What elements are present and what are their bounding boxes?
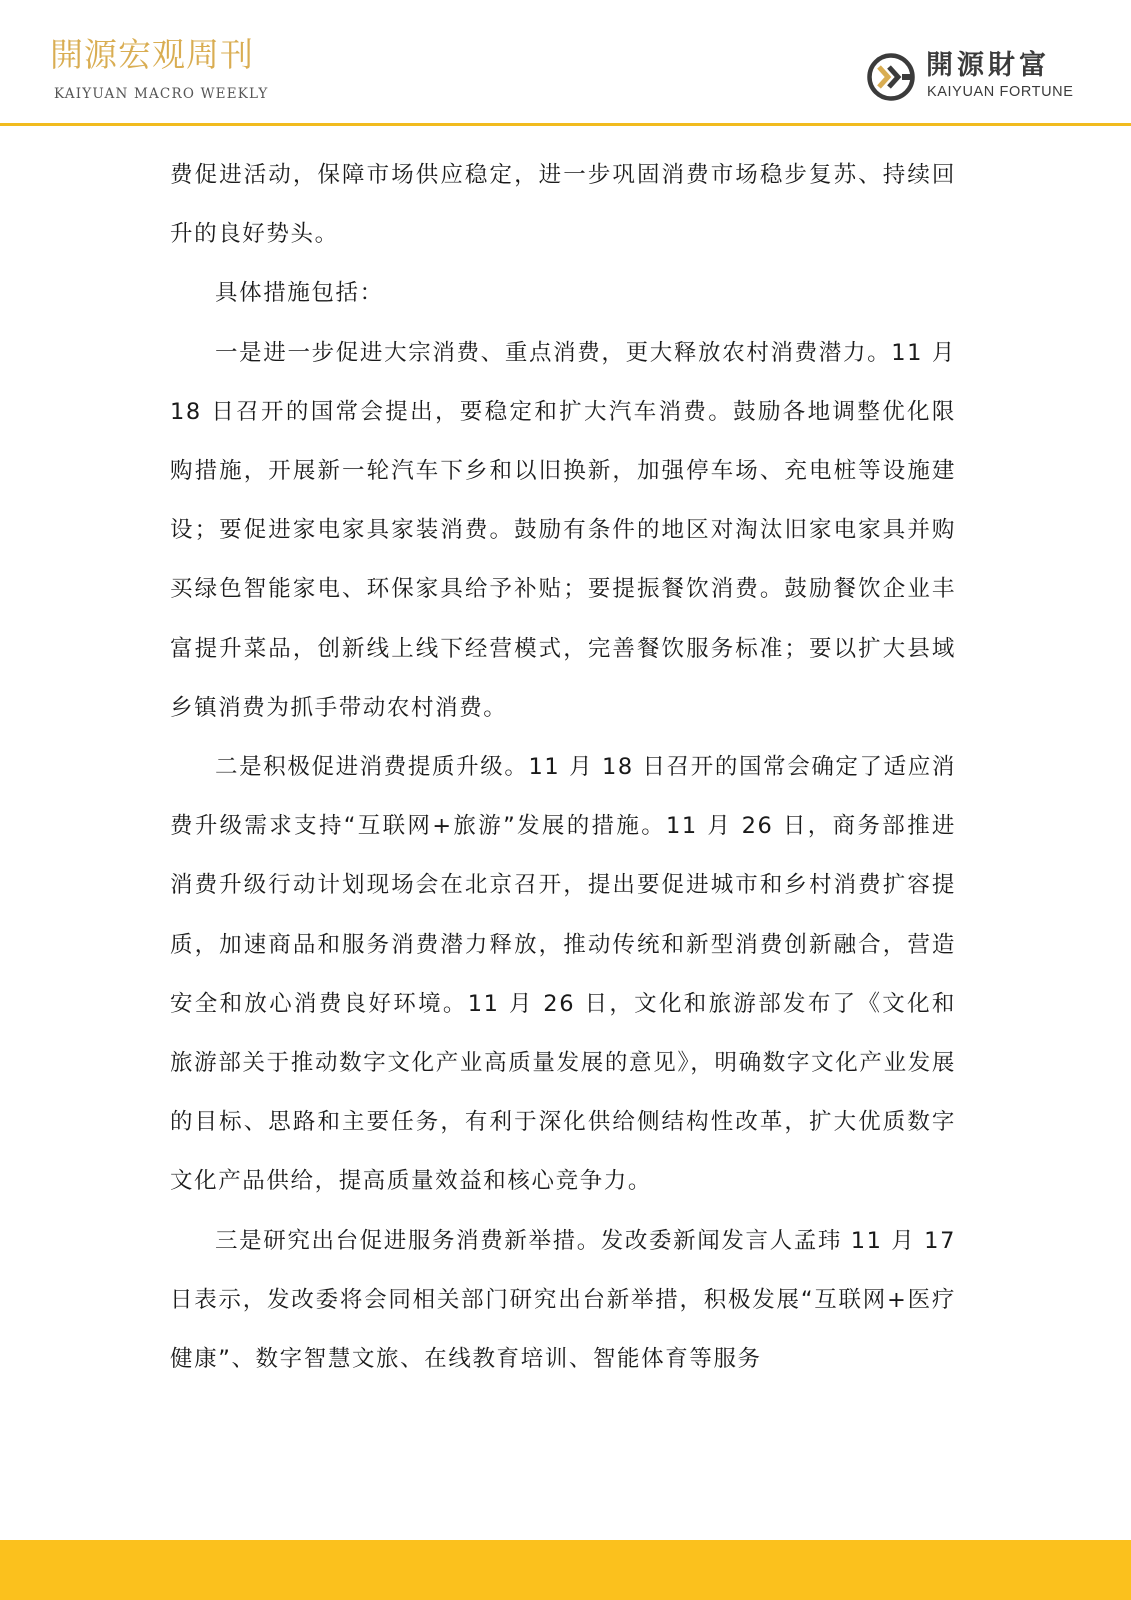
kaiyuan-logo-icon — [866, 52, 916, 102]
header-divider — [0, 123, 1131, 126]
publication-subtitle: KAIYUAN MACRO WEEKLY — [54, 86, 269, 102]
paragraph-measure-two: 二是积极促进消费提质升级。11 月 18 日召开的国常会确定了适应消费升级需求支持“互联网+旅游”发展的措施。11 月 26 日，商务部推进消费升级行动计划现场会在北京召开，提出要促进城市和乡村消费扩容提质，加速商品和服务消费潜力释放，推动传统和新型消费创新融合，营造安全和放心消费良好环境。11 月 26 日，文化和旅游部发布了《文化和旅游部关于推动数字文化产业高质量发展的意见》，明确数字文化产业发展的目标、思路和主要任务，有利于深化供给侧结构性改革，扩大优质数字文化产品供给，提高质量效益和核心竞争力。 — [170, 754, 956, 1195]
footer-bar — [0, 1540, 1131, 1600]
logo-english-text: KAIYUAN FORTUNE — [927, 84, 1074, 100]
paragraph-measure-one: 一是进一步促进大宗消费、重点消费，更大释放农村消费潜力。11 月 18 日召开的国常会提出，要稳定和扩大汽车消费。鼓励各地调整优化限购措施，开展新一轮汽车下乡和以旧换新，加强停车场、充电桩等设施建设；要促进家电家具家装消费。鼓励有条件的地区对淘汰旧家电家具并购买绿色智能家电、环保家具给予补贴；要提振餐饮消费。鼓励餐饮企业丰富提升菜品，创新线上线下经营模式，完善餐饮服务标准；要以扩大县域乡镇消费为抓手带动农村消费。 — [170, 339, 956, 721]
paragraph-continued: 费促进活动，保障市场供应稳定，进一步巩固消费市场稳步复苏、持续回升的良好势头。 — [170, 162, 956, 248]
page-header — [0, 0, 1131, 126]
publication-title: 開源宏观周刊 — [50, 35, 254, 74]
paragraph-measures-intro: 具体措施包括： — [215, 280, 384, 307]
article-body — [170, 146, 956, 1389]
logo-chinese-text: 開源財富 — [926, 50, 1050, 81]
paragraph-measure-three: 三是研究出台促进服务消费新举措。发改委新闻发言人孟玮 11 月 17 日表示，发改委将会同相关部门研究出台新举措，积极发展“互联网+医疗健康”、数字智慧文旅、在线教育培训、智能体育等服务 — [170, 1227, 956, 1373]
company-logo — [866, 52, 1081, 104]
